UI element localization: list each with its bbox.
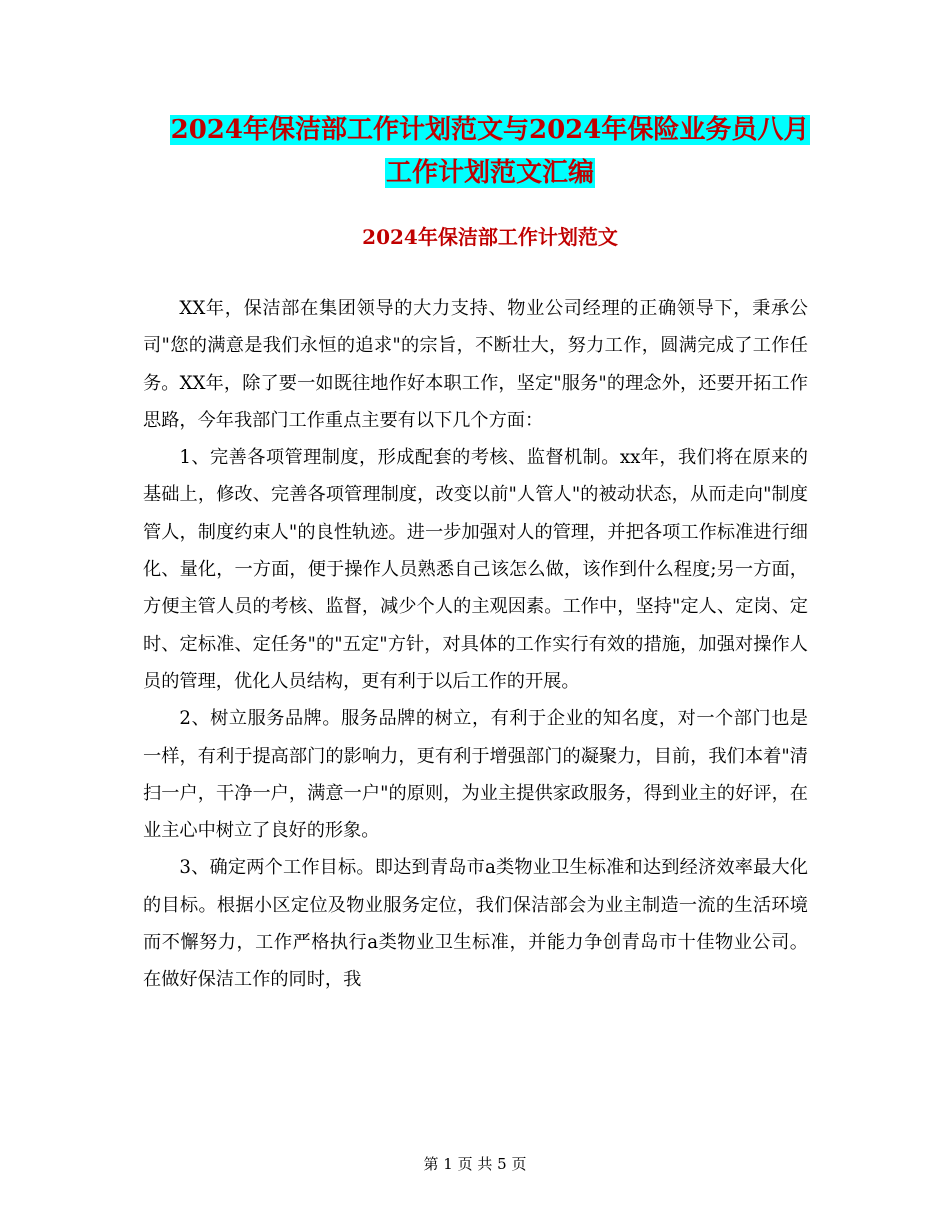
page-number-footer: 第 1 页 共 5 页 <box>423 1155 527 1173</box>
paragraph-item-1: 1、完善各项管理制度，形成配套的考核、监督机制。xx年，我们将在原来的基础上，修改、完善各项管理制度，改变以前"人管人"的被动状态，从而走向"制度管人，制度约束人"的良性轨迹。进一步加强对人的管理，并把各项工作标准进行细化、量化，一方面，便于操作人员熟悉自己该怎么做，该作到什么程度;另一方面，方便主管人员的考核、监督，减少个人的主观因素。工作中，坚持"定人、定岗、定时、定标准、定任务"的"五定"方针，对具体的工作实行有效的措施，加强对操作人员的管理，优化人员结构，更有利于以后工作的开展。 <box>143 447 808 692</box>
body-text <box>143 290 808 999</box>
document-title-line-2 <box>140 153 840 193</box>
document-title-text-1: 2024年保洁部工作计划范文与2024年保险业务员八月 <box>170 115 810 145</box>
paragraph-item-2: 2、树立服务品牌。服务品牌的树立，有利于企业的知名度，对一个部门也是一样，有利于提高部门的影响力，更有利于增强部门的凝聚力，目前，我们本着"清扫一户，干净一户，满意一户"的原则，为业主提供家政服务，得到业主的好评，在业主心中树立了良好的形象。 <box>143 708 808 842</box>
section-heading: 2024年保洁部工作计划范文 <box>362 225 618 249</box>
paragraph-item-3: 3、确定两个工作目标。即达到青岛市a类物业卫生标准和达到经济效率最大化的目标。根据小区定位及物业服务定位，我们保洁部会为业主制造一流的生活环境而不懈努力，工作严格执行a类物业卫生标准，并能力争创青岛市十佳物业公司。在做好保洁工作的同时，我 <box>143 857 808 991</box>
paragraph-intro: XX年，保洁部在集团领导的大力支持、物业公司经理的正确领导下，秉承公司"您的满意是我们永恒的追求"的宗旨，不断壮大，努力工作，圆满完成了工作任务。XX年，除了要一如既往地作好本职工作，坚定"服务"的理念外，还要开拓工作思路，今年我部门工作重点主要有以下几个方面： <box>143 298 808 431</box>
document-title-line-1 <box>140 110 840 150</box>
document-title-text-2: 工作计划范文汇编 <box>385 158 594 188</box>
